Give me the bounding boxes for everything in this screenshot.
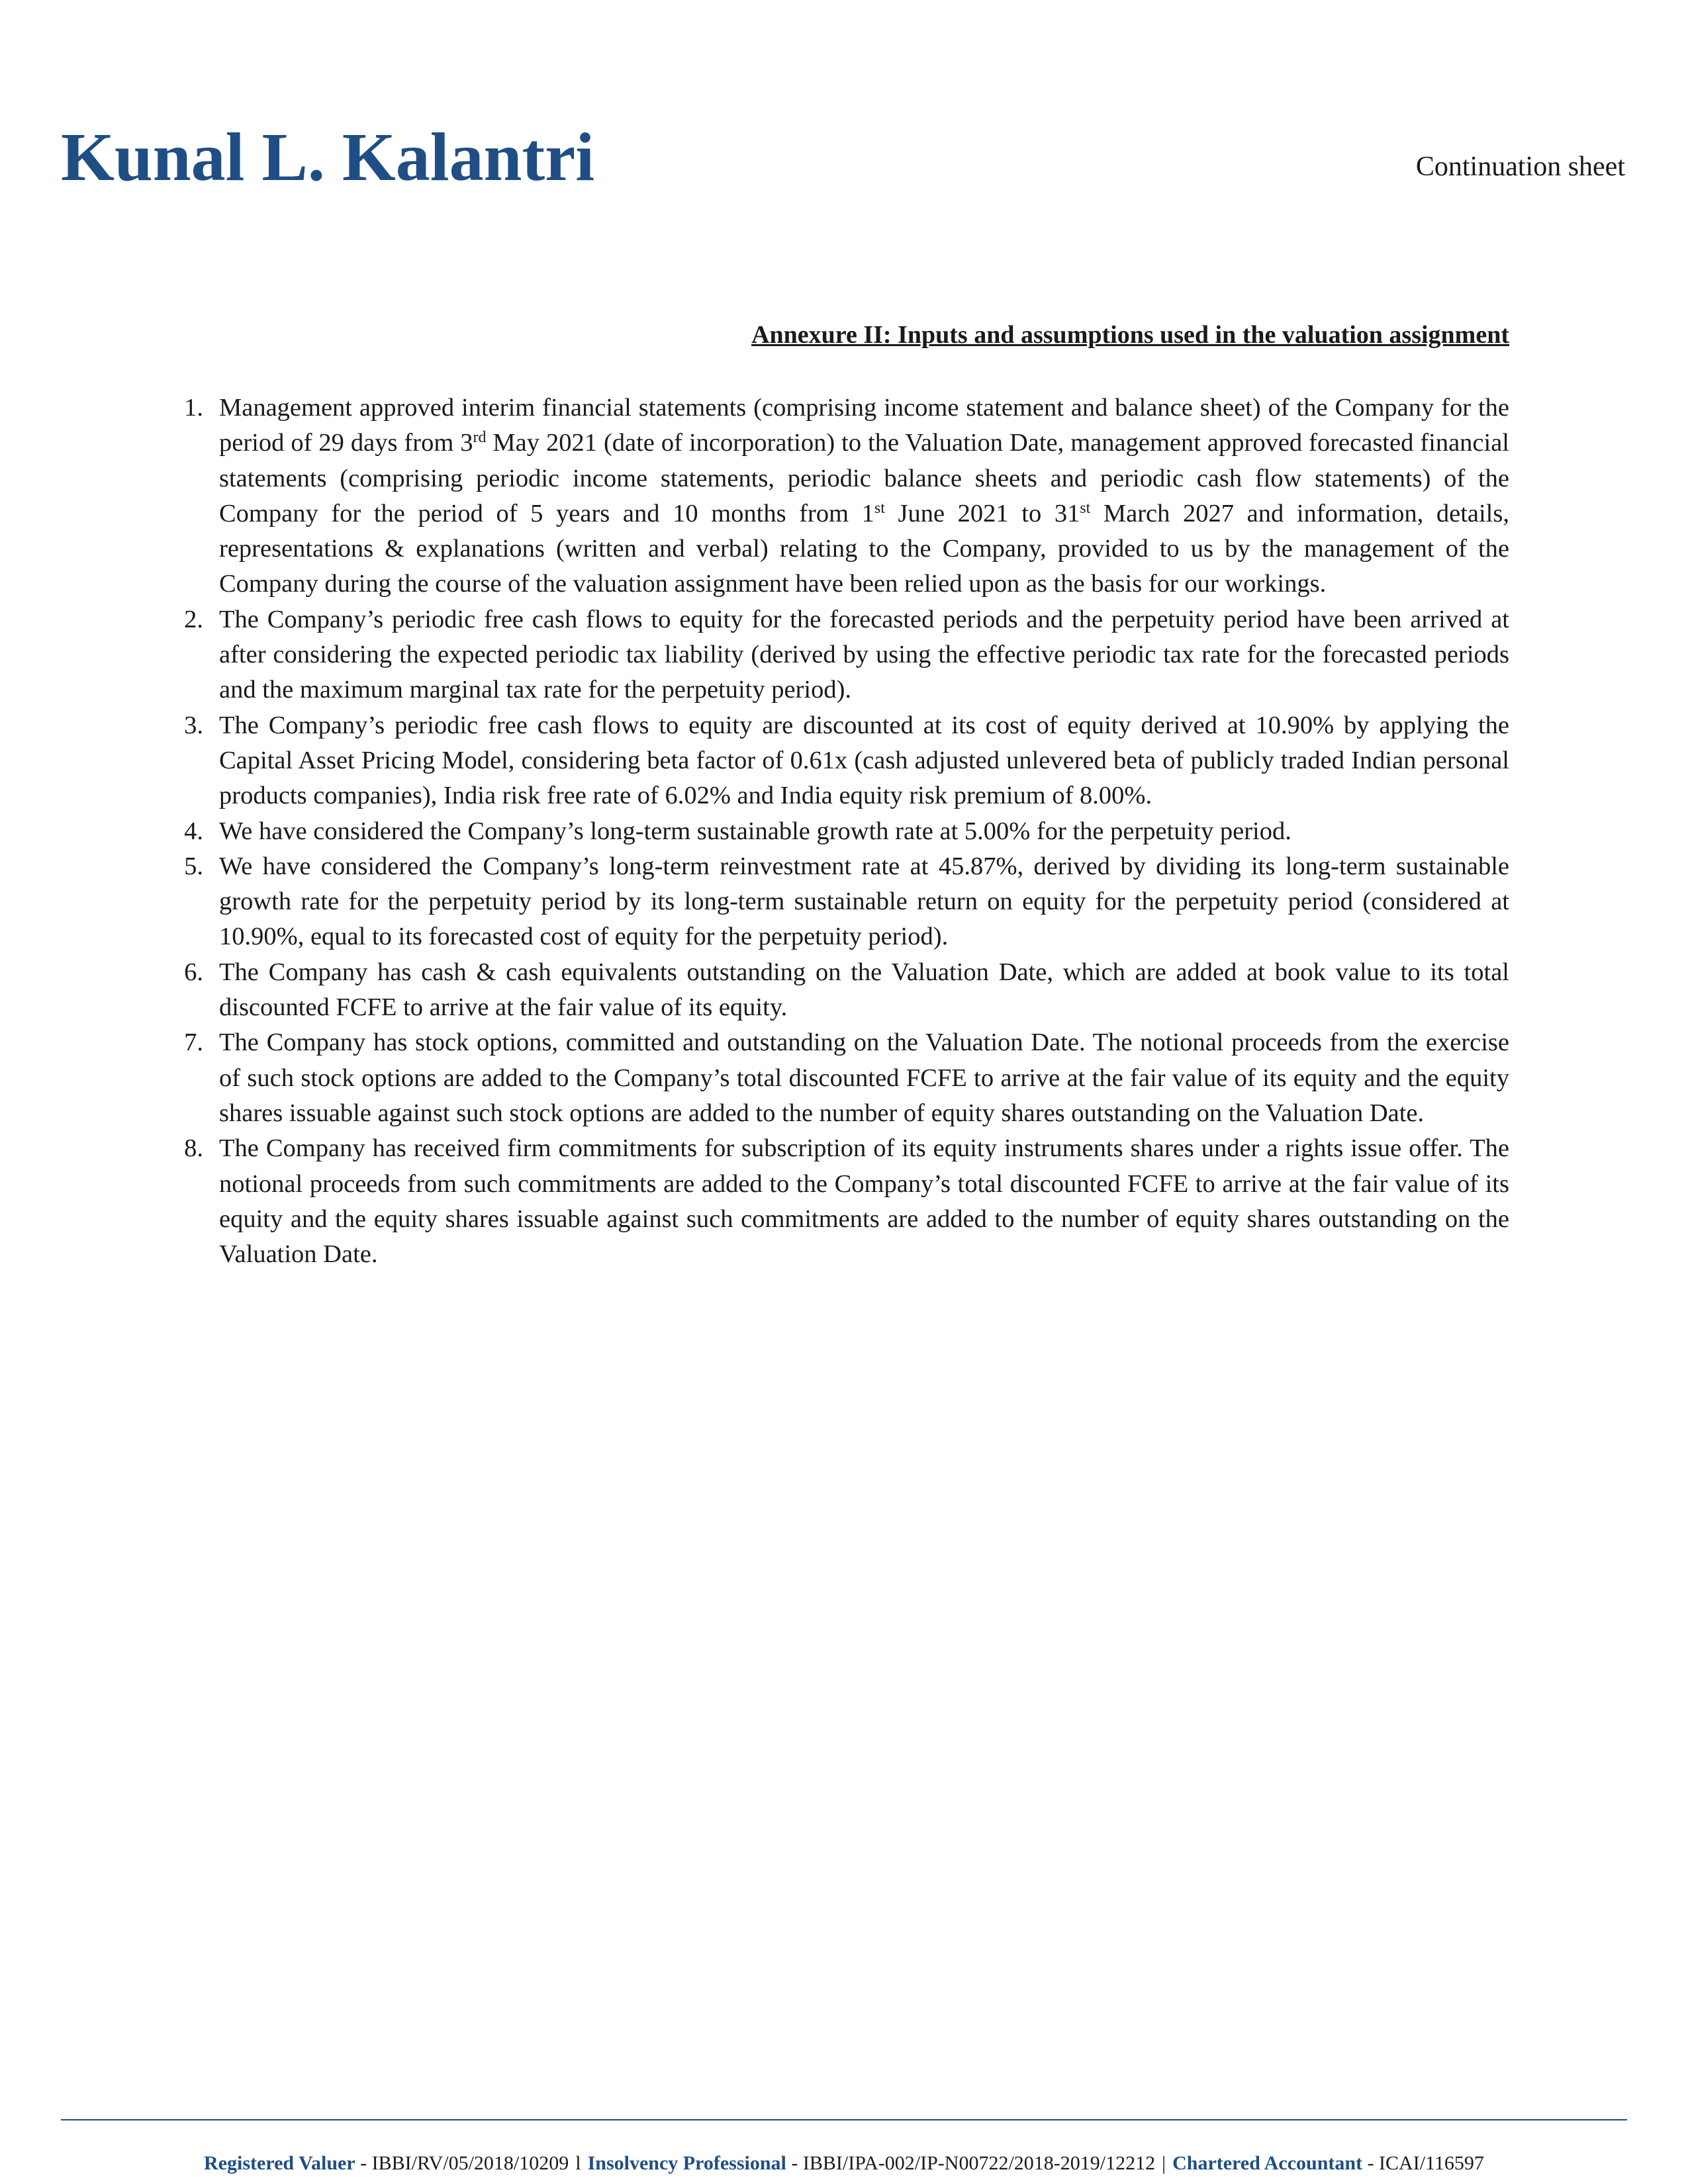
- letterhead-name: Kunal L. Kalantri: [61, 119, 595, 195]
- list-item-number: 6.: [184, 958, 203, 986]
- footer-separator: |: [1162, 2152, 1166, 2174]
- footer-role-chartered-accountant: Chartered Accountant: [1172, 2152, 1363, 2174]
- list-item: [169, 955, 1509, 1026]
- list-item: [169, 1131, 1509, 1272]
- list-item-number: 7.: [184, 1028, 203, 1057]
- footer-role-insolvency-professional: Insolvency Professional: [587, 2152, 786, 2174]
- list-item-text: [219, 394, 1509, 598]
- list-item-text: The Company’s periodic free cash flows to equity are discounted at its cost of equity derived at 10.90% by applying the Capital Asset Pricing Model, considering beta factor of 0.61x (cash adjusted unlevered beta of publicly traded Indian personal products companies), India risk free rate of 6.02% and India equity risk premium of 8.00%.: [219, 711, 1509, 810]
- list-item-number: 4.: [184, 817, 203, 845]
- list-item-text: The Company has cash & cash equivalents outstanding on the Valuation Date, which are added at book value to its total discounted FCFE to arrive at the fair value of its equity.: [219, 958, 1509, 1022]
- footer-role-registered-valuer: Registered Valuer: [204, 2152, 355, 2174]
- footer-id-registered-valuer: - IBBI/RV/05/2018/10209: [355, 2152, 569, 2174]
- list-item: [169, 849, 1509, 955]
- footer-id-chartered-accountant: - ICAI/116597: [1362, 2152, 1484, 2174]
- list-item: [169, 602, 1509, 708]
- list-item-text: The Company has received firm commitments for subscription of its equity instruments shares under a rights issue offer. The notional proceeds from such commitments are added to the Company’s total discounted FCFE to arrive at the fair value of its equity and the equity shares issuable against such commitments are added to the number of equity shares outstanding on the Valuation Date.: [219, 1134, 1509, 1269]
- footer-credentials: [0, 2152, 1688, 2175]
- list-item-number: 3.: [184, 711, 203, 739]
- footer-separator: l: [575, 2152, 581, 2174]
- assumptions-list: [169, 390, 1509, 1272]
- footer-id-insolvency-professional: - IBBI/IPA-002/IP-N00722/2018-2019/12212: [786, 2152, 1156, 2174]
- text-segment: Management approved interim financial statements (comprising income statement and balance sheet) of the Company for the period of 29 days from 3: [219, 394, 1509, 457]
- footer-divider: [61, 2119, 1627, 2120]
- list-item: [169, 1025, 1509, 1131]
- continuation-sheet-label: Continuation sheet: [1415, 152, 1625, 182]
- list-item: [169, 708, 1509, 814]
- list-item-number: 2.: [184, 605, 203, 633]
- list-item-number: 8.: [184, 1134, 203, 1163]
- list-item: [169, 814, 1509, 849]
- list-item-number: 5.: [184, 852, 203, 880]
- ordinal-suffix: rd: [473, 429, 487, 447]
- ordinal-suffix: st: [874, 499, 885, 517]
- ordinal-suffix: st: [1080, 499, 1091, 517]
- text-segment: June 2021 to 31: [884, 499, 1080, 527]
- list-item-number: 1.: [184, 394, 203, 422]
- list-item-text: We have considered the Company’s long-term reinvestment rate at 45.87%, derived by dividing its long-term sustainable growth rate for the perpetuity period by its long-term sustainable return on equity for the perpetuity period (considered at 10.90%, equal to its forecasted cost of equity for the perpetuity period).: [219, 852, 1509, 951]
- list-item-text: The Company’s periodic free cash flows to equity for the forecasted periods and the perpetuity period have been arrived at after considering the expected periodic tax liability (derived by using the effective periodic tax rate for the forecasted periods and the maximum marginal tax rate for the perpetuity period).: [219, 605, 1509, 704]
- list-item-text: We have considered the Company’s long-term sustainable growth rate at 5.00% for the perpetuity period.: [219, 817, 1291, 845]
- list-item-text: The Company has stock options, committed and outstanding on the Valuation Date. The notional proceeds from the exercise of such stock options are added to the Company’s total discounted FCFE to arrive at the fair value of its equity and the equity shares issuable against such stock options are added to the number of equity shares outstanding on the Valuation Date.: [219, 1028, 1509, 1127]
- text-segment: March 2027 and information, details, representations & explanations (written and verbal) relating to the Company, provided to us by the management of the Company during the course of the valuation assignment have been relied upon as the basis for our workings.: [219, 499, 1509, 598]
- annexure-title: Annexure II: Inputs and assumptions used in the valuation assignment: [751, 321, 1509, 349]
- list-item: [169, 390, 1509, 602]
- text-segment: May 2021 (date of incorporation) to the Valuation Date, management approved forecasted financial statements (comprising periodic income statements, periodic balance sheets and periodic cash flow statements) of the Company for the period of 5 years and 10 months from 1: [219, 429, 1509, 527]
